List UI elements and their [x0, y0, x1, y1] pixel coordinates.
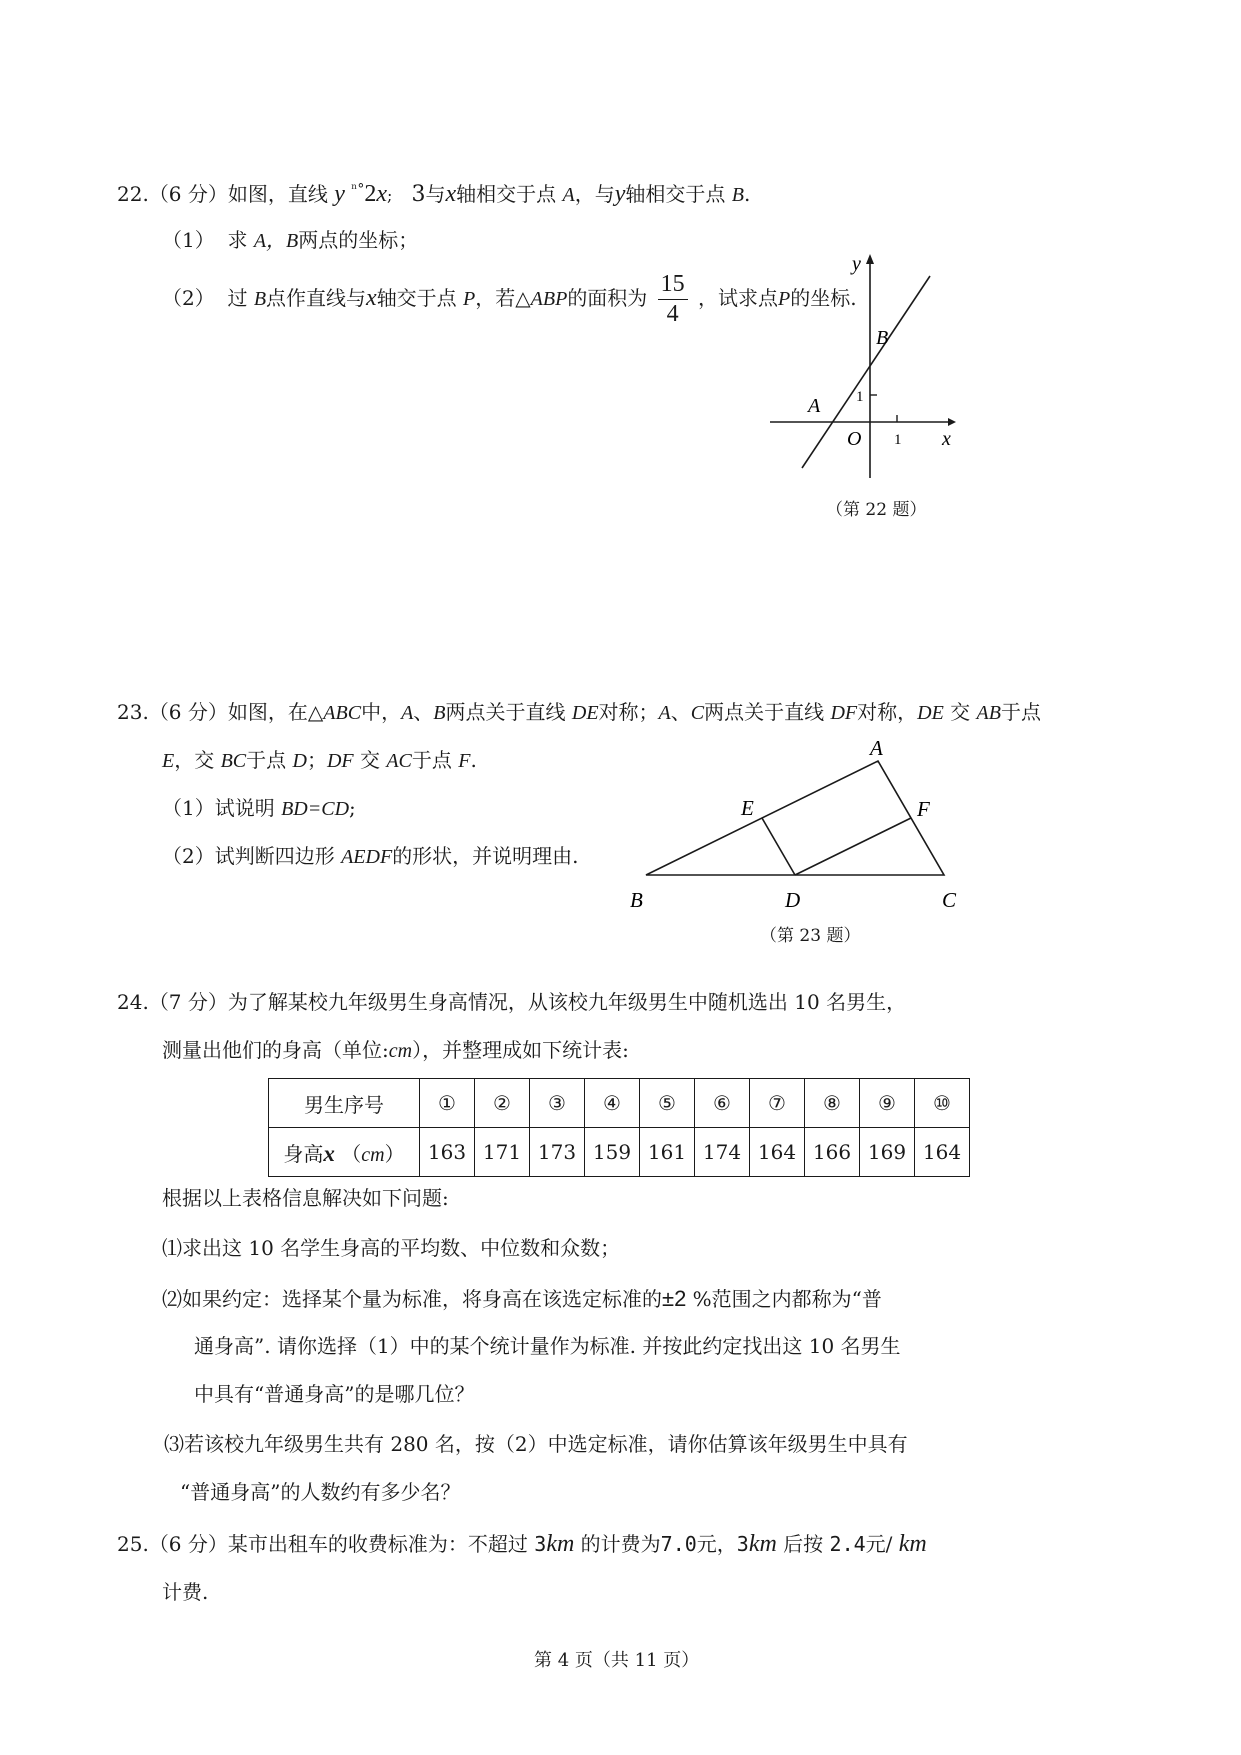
label-a: A — [870, 736, 883, 760]
text: 于点 — [1000, 700, 1041, 724]
triangle-abp: ABP — [530, 287, 568, 310]
math-x: x — [445, 181, 457, 207]
q24-sub2-line1 — [162, 1286, 882, 1312]
table-cell-index: ② — [475, 1079, 530, 1128]
table-cell-height: 173 — [530, 1128, 585, 1177]
text: ⑵如果约定：选择某个量为标准，将身高在该选定标准的 — [162, 1287, 662, 1311]
text: 两点关于直线 — [704, 700, 825, 724]
line-df: DF — [326, 750, 354, 772]
q25-line2: 计费. — [162, 1580, 209, 1604]
line-df: DF — [830, 702, 858, 724]
value: 3 — [736, 1532, 749, 1556]
text: ，与 — [574, 182, 615, 206]
text: 如图，在△ — [227, 700, 324, 724]
plus-minus-value: ±2 — [662, 1286, 687, 1311]
text: 点作直线与 — [266, 285, 367, 310]
text: 的计费为 — [580, 1532, 661, 1556]
text: 如图，直线 — [227, 182, 328, 206]
fraction-denominator: 4 — [666, 300, 679, 327]
y-axis-arrow — [866, 254, 874, 264]
text: 为了解某校九年级男生身高情况，从该校九年级男生中随机选出 10 名男生， — [227, 990, 907, 1014]
q24-sub2-line2: 通身高”. 请你选择（1）中的某个统计量作为标准. 并按此约定找出这 10 名男生 — [194, 1334, 901, 1358]
label-e: E — [741, 796, 754, 820]
value: 7.0 — [660, 1532, 697, 1556]
q24-sub3-line1: ⑶若该校九年级男生共有 280 名，按（2）中选定标准，请你估算该年级男生中具有 — [164, 1432, 908, 1456]
text: 后按 — [783, 1532, 824, 1556]
text: ，若△ — [475, 285, 531, 310]
math-garble: ⁿ° — [351, 181, 365, 198]
value: 3 — [534, 1532, 547, 1556]
text: %范围之内都称为“普 — [692, 1287, 882, 1311]
text: 元， — [696, 1532, 737, 1556]
table-cell-index: ⑥ — [695, 1079, 750, 1128]
x-axis-arrow — [948, 418, 956, 426]
point-a: A — [401, 702, 414, 724]
text: 交 — [950, 700, 971, 724]
text: 过 — [227, 285, 248, 310]
q24-line2 — [162, 1038, 629, 1063]
text: （ — [341, 1141, 362, 1166]
text: 、 — [670, 700, 691, 724]
q24-line1 — [117, 990, 906, 1014]
text: 于点 — [246, 748, 287, 772]
text: 的形状，并说明理由. — [392, 844, 579, 868]
q24-sub3-line2: “普通身高”的人数约有多少名？ — [180, 1480, 461, 1504]
text: ; — [349, 796, 356, 820]
part-index: （1） — [162, 228, 215, 252]
q22-caption: （第 22 题） — [826, 500, 927, 520]
unit-km: km — [898, 1531, 927, 1557]
q24-number: 24. — [117, 990, 149, 1014]
text: ，试求点 — [698, 285, 779, 310]
text: 对称； — [598, 700, 659, 724]
segment-ab: AB — [976, 702, 1001, 724]
math-x: x — [323, 1140, 335, 1166]
table-header-index: 男生序号 — [269, 1079, 420, 1128]
text: 求 — [227, 228, 248, 252]
fraction-15-4 — [658, 270, 688, 329]
line-ab — [802, 276, 930, 468]
table-cell-index: ⑩ — [915, 1079, 970, 1128]
point-p: P — [463, 287, 476, 310]
point-b: B — [731, 184, 744, 206]
table-cell-height: 159 — [585, 1128, 640, 1177]
q25-points: （6 分） — [148, 1532, 228, 1556]
math-y: y — [334, 181, 345, 207]
text: ） — [384, 1141, 405, 1166]
point-a: A — [562, 184, 575, 206]
quadrilateral-aedf: AEDF — [341, 846, 393, 868]
table-cell-index: ⑧ — [805, 1079, 860, 1128]
text: 身高 — [283, 1141, 324, 1166]
table-cell-height: 169 — [860, 1128, 915, 1177]
point-f: F — [458, 750, 471, 772]
point-b: B — [253, 287, 267, 310]
q24-sub2-line3: 中具有“普通身高”的是哪几位？ — [194, 1382, 475, 1406]
q23-part2 — [162, 844, 579, 869]
segment-ac: AC — [386, 750, 412, 772]
line-de: DE — [917, 702, 944, 724]
q22-number: 22. — [117, 182, 149, 206]
table-cell-height: 163 — [420, 1128, 475, 1177]
q23-figure — [620, 735, 980, 915]
triangle-abc — [646, 761, 944, 875]
q22-points: （6 分） — [148, 182, 228, 206]
math-x: x — [366, 284, 377, 311]
fraction-numerator: 15 — [658, 270, 688, 300]
label-b: B — [630, 888, 643, 912]
text: . — [743, 182, 751, 206]
table-cell-height: 164 — [750, 1128, 805, 1177]
text: 的坐标. — [790, 285, 857, 310]
math-coef: 2 — [364, 181, 377, 207]
text: 于点 — [411, 748, 452, 772]
height-table — [268, 1078, 970, 1177]
point-b: B — [433, 702, 446, 724]
table-cell-index: ⑤ — [640, 1079, 695, 1128]
table-cell-index: ① — [420, 1079, 475, 1128]
q22-part2 — [162, 270, 857, 329]
table-cell-index: ⑦ — [750, 1079, 805, 1128]
math-sep: ; — [387, 186, 393, 205]
text: 对称， — [857, 700, 918, 724]
label-b: B — [876, 327, 889, 349]
math-x: x — [376, 181, 387, 207]
q25-line1 — [117, 1530, 927, 1559]
q23-caption: （第 23 题） — [760, 926, 861, 946]
math-const: 3 — [411, 182, 426, 207]
text: 某市出租车的收费标准为：不超过 — [227, 1532, 528, 1556]
text: ），并整理成如下统计表: — [412, 1038, 629, 1062]
text: ； — [306, 748, 327, 772]
table-cell-height: 174 — [695, 1128, 750, 1177]
table-cell-height: 166 — [805, 1128, 860, 1177]
q22-figure — [760, 250, 960, 490]
unit-cm: cm — [388, 1040, 413, 1062]
text: 中， — [361, 700, 402, 724]
segment-bc: BC — [220, 750, 247, 772]
part-index: （2） — [162, 285, 215, 310]
point-e: E — [162, 750, 175, 772]
points-ab: A，B — [253, 230, 299, 252]
table-cell-index: ③ — [530, 1079, 585, 1128]
table-cell-height: 164 — [915, 1128, 970, 1177]
text: 的面积为 — [567, 285, 648, 310]
q23-number: 23. — [117, 700, 149, 724]
q22-part1 — [162, 228, 418, 253]
q23-part1 — [162, 796, 356, 821]
label-y: y — [852, 253, 861, 275]
q24-intro: 根据以上表格信息解决如下问题: — [162, 1186, 449, 1210]
text: ，交 — [174, 748, 215, 772]
tick-label-y: 1 — [856, 389, 864, 405]
segment-ed — [762, 818, 795, 875]
q24-points: （7 分） — [148, 990, 228, 1014]
unit-cm: cm — [361, 1143, 385, 1166]
line-de: DE — [571, 702, 599, 724]
table-cell-index: ④ — [585, 1079, 640, 1128]
label-f: F — [917, 797, 930, 821]
equation-bd-cd: BD=CD — [281, 798, 350, 820]
text: 与 — [425, 182, 446, 206]
table-row — [269, 1128, 970, 1177]
text: 轴相交于点 — [456, 182, 557, 206]
text: （2）试判断四边形 — [162, 844, 335, 868]
q24-sub1: ⑴求出这 10 名学生身高的平均数、中位数和众数； — [162, 1236, 621, 1260]
label-c: C — [942, 888, 957, 912]
text: 轴交于点 — [376, 285, 457, 310]
segment-df — [795, 818, 911, 875]
unit-km: km — [546, 1531, 575, 1557]
text: 测量出他们的身高（单位: — [162, 1038, 389, 1062]
math-y: y — [614, 181, 626, 207]
text: （1）试说明 — [162, 796, 275, 820]
q22-line1 — [117, 180, 750, 209]
q23-points: （6 分） — [148, 700, 228, 724]
unit-km: km — [748, 1531, 777, 1557]
table-cell-index: ⑨ — [860, 1079, 915, 1128]
tick-label-x: 1 — [894, 432, 902, 448]
label-x: x — [942, 428, 951, 450]
table-row — [269, 1079, 970, 1128]
point-d: D — [292, 750, 307, 772]
triangle-abc: ABC — [323, 702, 362, 724]
table-header-height — [269, 1128, 420, 1177]
table-cell-height: 161 — [640, 1128, 695, 1177]
text: 轴相交于点 — [625, 182, 726, 206]
q25-number: 25. — [117, 1532, 149, 1556]
value: 2.4 — [829, 1532, 866, 1556]
page-footer: 第 4 页（共 11 页） — [534, 1650, 700, 1671]
label-a: A — [808, 395, 821, 417]
label-o: O — [847, 428, 862, 450]
text: 、 — [413, 700, 434, 724]
label-d: D — [785, 888, 801, 912]
table-cell-height: 171 — [475, 1128, 530, 1177]
text: 元/ — [865, 1532, 893, 1556]
text: 两点关于直线 — [445, 700, 566, 724]
point-p: P — [778, 287, 791, 310]
q23-line1 — [117, 700, 1041, 725]
q23-line2 — [162, 748, 477, 773]
text: 两点的坐标； — [298, 228, 419, 252]
text: 交 — [359, 748, 380, 772]
point-a: A — [658, 702, 671, 724]
text: . — [470, 748, 477, 772]
point-c: C — [690, 702, 705, 724]
